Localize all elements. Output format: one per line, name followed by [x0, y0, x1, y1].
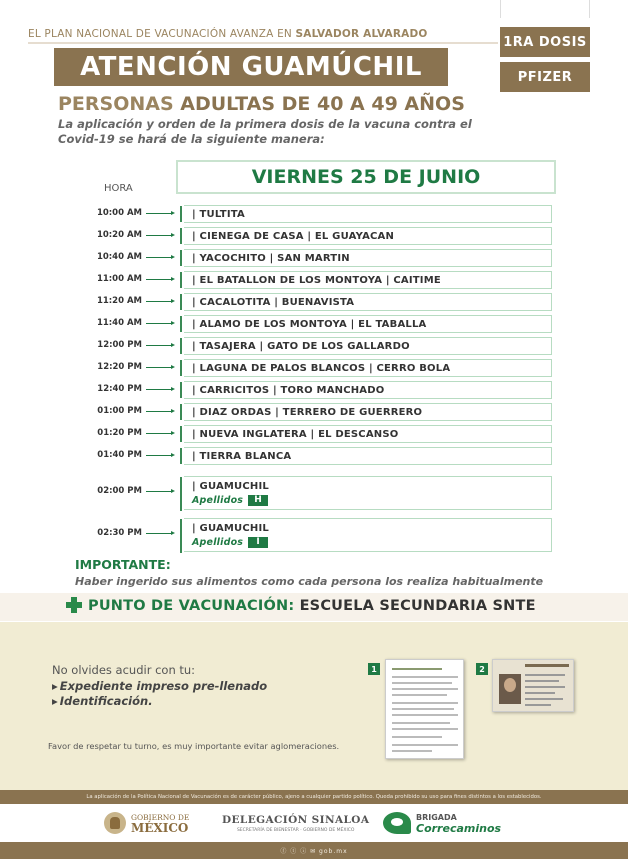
row-marker — [180, 426, 182, 442]
schedule-row — [0, 291, 628, 311]
arrow-right-icon — [146, 433, 172, 434]
brigada-logo: BRIGADA Correcaminos — [383, 812, 501, 834]
surname-label: Apellidos — [192, 494, 244, 506]
row-marker — [180, 228, 182, 244]
arrow-right-icon — [146, 367, 172, 368]
surname-letter-badge: I — [248, 537, 268, 548]
arrow-right-icon — [146, 213, 172, 214]
row-time: 11:00 AM — [96, 274, 142, 284]
row-marker — [180, 519, 182, 553]
hora-label: HORA — [104, 183, 133, 194]
row-places — [184, 447, 552, 465]
social-links: ⓕ ⓣ ⓘ ✉ gob.mx — [0, 842, 628, 859]
vaccination-point: PUNTO DE VACUNACIÓN: ESCUELA SECUNDARIA SNTE — [88, 598, 536, 614]
places-text: | LAGUNA DE PALOS BLANCOS | CERRO BOLA — [192, 362, 451, 374]
schedule-row — [0, 269, 628, 289]
roadrunner-icon — [383, 812, 411, 834]
requirement-item: ▸ Expediente impreso pre-llenado — [52, 679, 267, 693]
row-marker — [180, 448, 182, 464]
schedule-row — [0, 335, 628, 355]
row-marker — [180, 338, 182, 354]
schedule-row — [0, 203, 628, 223]
schedule-row — [0, 516, 628, 552]
row-places — [184, 425, 552, 443]
arrow-right-icon — [146, 257, 172, 258]
schedule-row — [0, 379, 628, 399]
dose-badge: 1RA DOSIS — [500, 27, 590, 57]
arrow-right-icon — [146, 491, 172, 492]
arrow-right-icon — [146, 533, 172, 534]
page-title: ATENCIÓN GUAMÚCHIL — [54, 48, 448, 86]
row-places — [184, 476, 552, 510]
requirement-item: ▸ Identificación. — [52, 694, 153, 708]
schedule-row — [0, 423, 628, 443]
row-marker — [180, 404, 182, 420]
eagle-icon — [104, 812, 126, 834]
number-badge: 1 — [368, 663, 380, 675]
row-places — [184, 227, 552, 245]
row-time: 02:30 PM — [97, 528, 142, 538]
row-time: 11:20 AM — [96, 296, 142, 306]
requirements-intro: No olvides acudir con tu: — [52, 663, 196, 677]
row-time: 12:40 PM — [97, 384, 142, 394]
gobierno-mexico-logo: GOBIERNO DE MÉXICO — [104, 812, 189, 834]
schedule-row — [0, 474, 628, 510]
form-document-image — [385, 659, 464, 759]
arrow-right-icon — [146, 279, 172, 280]
row-time: 10:20 AM — [96, 230, 142, 240]
surname-letter-badge: H — [248, 495, 268, 506]
surname-filter — [192, 537, 268, 548]
row-time: 02:00 PM — [97, 486, 142, 496]
number-badge: 2 — [476, 663, 488, 675]
places-text: | CARRICITOS | TORO MANCHADO — [192, 384, 385, 396]
row-places — [184, 359, 552, 377]
row-places — [184, 337, 552, 355]
places-text: | CACALOTITA | BUENAVISTA — [192, 296, 355, 308]
row-marker — [180, 382, 182, 398]
arrow-right-icon — [146, 235, 172, 236]
audience-title: PERSONAS ADULTAS DE 40 A 49 AÑOS — [58, 93, 465, 115]
delegacion-logo: DELEGACIÓN SINALOA SECRETARÍA DE BIENESTAR · GOBIERNO DE MÉXICO — [222, 814, 370, 833]
row-marker — [180, 250, 182, 266]
row-marker — [180, 206, 182, 222]
important-text: Haber ingerido sus alimentos como cada persona los realiza habitualmente — [75, 575, 544, 588]
places-text: | GUAMUCHIL — [192, 522, 269, 534]
schedule-row — [0, 247, 628, 267]
row-marker — [180, 272, 182, 288]
places-text: | NUEVA INGLATERA | EL DESCANSO — [192, 428, 399, 440]
places-text: | TULTITA — [192, 208, 245, 220]
intro-text: La aplicación y orden de la primera dosis de la vacuna contra el Covid-19 se hará de la siguiente manera: — [58, 117, 472, 146]
row-time: 10:40 AM — [96, 252, 142, 262]
row-time: 11:40 AM — [96, 318, 142, 328]
schedule-row — [0, 357, 628, 377]
arrow-right-icon — [146, 345, 172, 346]
row-places — [184, 381, 552, 399]
surname-label: Apellidos — [192, 536, 244, 548]
places-text: | CIENEGA DE CASA | EL GUAYACAN — [192, 230, 395, 242]
places-text: | YACOCHITO | SAN MARTIN — [192, 252, 350, 264]
schedule-row — [0, 225, 628, 245]
row-time: 01:20 PM — [97, 428, 142, 438]
important-title: IMPORTANTE: — [75, 557, 171, 572]
row-places — [184, 249, 552, 267]
schedule-day: VIERNES 25 DE JUNIO — [176, 160, 556, 194]
surname-filter — [192, 495, 268, 506]
row-places — [184, 403, 552, 421]
arrow-right-icon — [146, 455, 172, 456]
row-time: 12:20 PM — [97, 362, 142, 372]
row-time: 10:00 AM — [96, 208, 142, 218]
places-text: | TIERRA BLANCA — [192, 450, 292, 462]
arrow-right-icon — [146, 301, 172, 302]
arrow-right-icon — [146, 411, 172, 412]
places-text: | GUAMUCHIL — [192, 480, 269, 492]
places-text: | DIAZ ORDAS | TERRERO DE GUERRERO — [192, 406, 423, 418]
row-places — [184, 518, 552, 552]
legal-notice: La aplicación de la Política Nacional de Vacunación es de carácter público, ajeno a cualquier partido político. Queda prohibido su uso para fines distintos a los establecidos. — [0, 790, 628, 804]
respect-note: Favor de respetar tu turno, es muy importante evitar aglomeraciones. — [48, 741, 340, 751]
row-time: 01:00 PM — [97, 406, 142, 416]
places-text: | TASAJERA | GATO DE LOS GALLARDO — [192, 340, 410, 352]
row-marker — [180, 360, 182, 376]
places-text: | EL BATALLON DE LOS MONTOYA | CAITIME — [192, 274, 441, 286]
row-marker — [180, 316, 182, 332]
schedule-row — [0, 401, 628, 421]
id-card-image — [492, 659, 574, 712]
arrow-right-icon — [146, 323, 172, 324]
row-places — [184, 315, 552, 333]
campaign-line: EL PLAN NACIONAL DE VACUNACIÓN AVANZA EN SALVADOR ALVARADO — [28, 28, 428, 40]
row-places — [184, 293, 552, 311]
corner-frame — [500, 0, 590, 18]
places-text: | ALAMO DE LOS MONTOYA | EL TABALLA — [192, 318, 427, 330]
arrow-right-icon — [146, 389, 172, 390]
divider — [28, 42, 498, 44]
schedule-row — [0, 445, 628, 465]
row-marker — [180, 294, 182, 310]
vaccine-brand-badge: PFIZER — [500, 62, 590, 92]
row-time: 01:40 PM — [97, 450, 142, 460]
row-places — [184, 205, 552, 223]
row-time: 12:00 PM — [97, 340, 142, 350]
schedule-row — [0, 313, 628, 333]
plus-icon — [66, 597, 82, 613]
row-places — [184, 271, 552, 289]
row-marker — [180, 477, 182, 511]
